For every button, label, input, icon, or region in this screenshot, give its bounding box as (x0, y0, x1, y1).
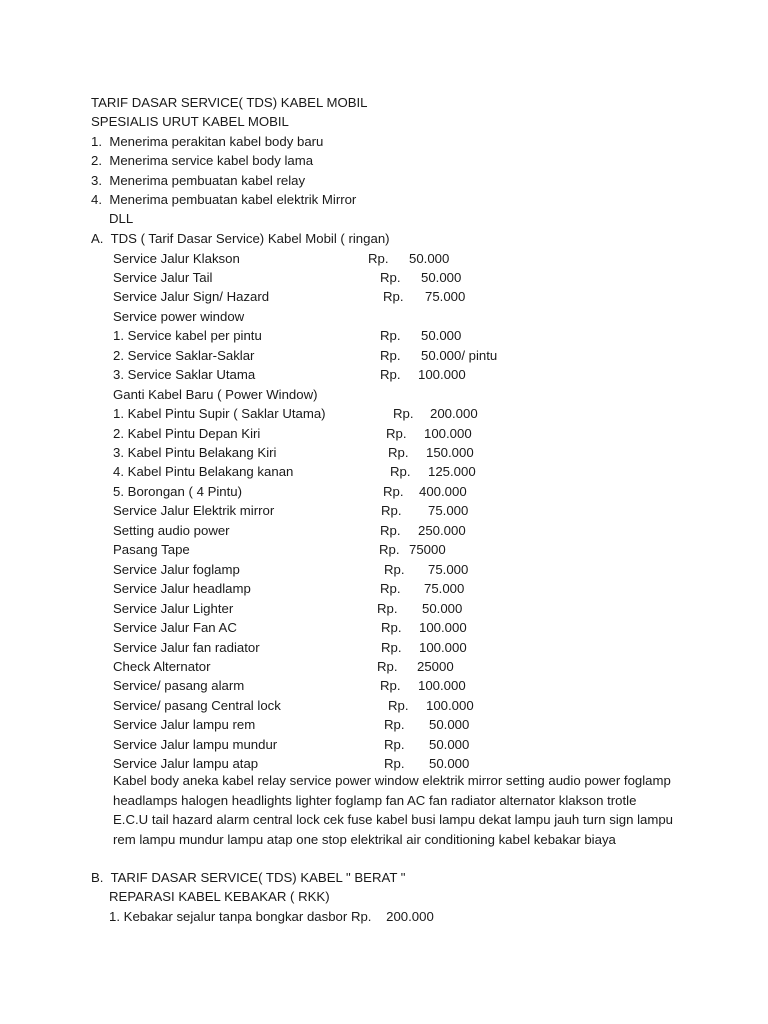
price-item-rp: Rp. (379, 542, 400, 558)
price-item-name: Service Jalur Klakson (113, 250, 240, 266)
price-item-value: 50.000 (422, 600, 463, 616)
document-subtitle: SPESIALIS URUT KABEL MOBIL (91, 114, 289, 129)
price-item-name: Service Jalur Sign/ Hazard (113, 289, 270, 305)
price-item-name: 2. Kabel Pintu Depan Kiri (113, 425, 261, 441)
list-number: 1. (91, 134, 102, 149)
price-item-name: Setting audio power (113, 522, 230, 538)
price-item-name: 2. Service Saklar-Saklar (113, 347, 255, 363)
price-item-name: 1. Service kabel per pintu (113, 328, 262, 344)
price-item-name: Service Jalur Fan AC (113, 620, 237, 636)
price-item-rp: Rp. (384, 756, 405, 772)
price-item-value: 75.000 (425, 289, 466, 305)
list-text: Menerima perakitan kabel body baru (109, 134, 324, 149)
price-item-name: Service Jalur Elektrik mirror (113, 503, 275, 519)
price-item-rp: Rp. (388, 445, 409, 460)
price-item-name: 5. Borongan ( 4 Pintu) (113, 483, 243, 499)
price-item-name: Service Jalur Lighter (113, 600, 234, 616)
price-item-value: 50.000 (421, 328, 462, 344)
price-item-rp: Rp. (380, 347, 401, 363)
price-item-rp: Rp. (380, 581, 401, 597)
price-item-value: 50.000 (429, 736, 470, 752)
price-item-value: 25000 (417, 658, 454, 674)
price-item-rp: Rp. (393, 406, 414, 422)
price-item-name: 4. Kabel Pintu Belakang kanan (113, 464, 294, 480)
price-item-rp: Rp. (381, 620, 402, 636)
price-item-value: 100.000 (418, 678, 466, 694)
price-item-rp: Rp. (380, 522, 401, 538)
item-name: 1. Kebakar sejalur tanpa bongkar dasbor (109, 909, 348, 924)
list-text: Menerima pembuatan kabel elektrik Mirror (109, 192, 357, 207)
section-b-item (109, 907, 434, 927)
intro-list-item (91, 132, 323, 152)
intro-list-item (91, 190, 356, 210)
section-a-heading (91, 229, 390, 249)
price-item-name: 3. Service Saklar Utama (113, 367, 256, 383)
price-item-value: 100.000 (426, 697, 474, 713)
price-item-rp: Rp. (384, 736, 405, 752)
price-item-value: 100.000 (419, 639, 467, 655)
price-item-rp: Rp. (380, 367, 401, 383)
intro-list-item (91, 151, 313, 171)
price-item-rp: Rp. (390, 464, 411, 480)
price-item-name: Pasang Tape (113, 542, 190, 558)
price-item-value: 50.000 (429, 756, 470, 772)
price-item-value: 75.000 (424, 581, 465, 597)
price-item-rp: Rp. (388, 697, 409, 713)
price-item-value: 75.000 (428, 561, 469, 577)
price-item-name: Service Jalur lampu mundur (113, 736, 278, 752)
price-item-rp: Rp. (383, 289, 404, 305)
price-item-value: 125.000 (428, 464, 476, 480)
price-item-name: Check Alternator (113, 658, 211, 674)
price-item-value: 100.000 (424, 425, 472, 441)
price-item-value: 75.000 (428, 503, 469, 519)
section-b-subtitle: REPARASI KABEL KEBAKAR ( RKK) (109, 889, 330, 904)
price-item-rp: Rp. (380, 328, 401, 344)
price-item-name: Service Jalur headlamp (113, 581, 251, 597)
price-item-rp: Rp. (383, 483, 404, 499)
price-item-value: 50.000 (409, 250, 450, 266)
price-item-value: 50.000/ pintu (421, 347, 498, 363)
section-title: TARIF DASAR SERVICE( TDS) KABEL " BERAT " (110, 870, 406, 885)
price-item-name: Service Jalur fan radiator (113, 639, 260, 655)
price-item-value: 75000 (409, 542, 446, 558)
section-letter: A. (91, 231, 104, 246)
price-item-name: 1. Kabel Pintu Supir ( Saklar Utama) (113, 406, 326, 422)
list-text: Menerima pembuatan kabel relay (109, 173, 306, 188)
price-item-rp: Rp. (386, 425, 407, 441)
price-item-value: 150.000 (426, 445, 474, 460)
intro-list-item (91, 171, 305, 191)
section-b-heading (91, 868, 405, 888)
price-item-value: 200.000 (430, 406, 478, 422)
price-item-name: Service Jalur foglamp (113, 561, 240, 577)
price-item-rp: Rp. (384, 717, 405, 733)
price-item-value: 250.000 (418, 522, 466, 538)
dll-label: DLL (109, 211, 134, 226)
price-item-rp: Rp. (377, 600, 398, 616)
item-rp: Rp. (350, 909, 372, 924)
section-letter: B. (91, 870, 104, 885)
price-item-rp: Rp. (380, 678, 401, 694)
price-item-rp: Rp. (368, 250, 389, 266)
price-item-name: Service/ pasang Central lock (113, 697, 281, 713)
list-number: 3. (91, 173, 102, 188)
price-item-name: Service Jalur lampu atap (113, 756, 259, 772)
list-number: 2. (91, 153, 102, 168)
price-item-name: Service Jalur Tail (113, 269, 213, 285)
price-item-name: Service/ pasang alarm (113, 678, 245, 694)
price-item-value: 100.000 (418, 367, 466, 383)
price-item-rp: Rp. (384, 561, 405, 577)
price-item-name: Ganti Kabel Baru ( Power Window) (113, 386, 318, 402)
price-item-rp: Rp. (381, 639, 402, 655)
price-item-rp: Rp. (381, 503, 402, 519)
price-item-value: 400.000 (419, 483, 467, 499)
price-item-name: Service Jalur lampu rem (113, 717, 256, 733)
section-title: TDS ( Tarif Dasar Service) Kabel Mobil ( ringan) (110, 231, 390, 246)
list-number: 4. (91, 192, 102, 207)
price-item-name: Service power window (113, 308, 245, 324)
price-item-value: 50.000 (429, 717, 470, 733)
document-title: TARIF DASAR SERVICE( TDS) KABEL MOBIL (91, 95, 368, 110)
price-item-value: 50.000 (421, 269, 462, 285)
section-a-paragraph: Kabel body aneka kabel relay service power window elektrik mirror setting audio power foglamp headlamps halogen headlights lighter foglamp fan AC fan radiator alternator klakson trotle E.C.U tail hazard alarm central lock cek fuse kabel busi lampu dekat lampu jauh turn sign lampu rem lampu mundur lampu atap one stop elektrikal air conditioning kabel kebakar biaya (113, 773, 674, 847)
price-item-rp: Rp. (377, 658, 398, 674)
price-item-value: 100.000 (419, 620, 467, 636)
price-item-rp: Rp. (380, 269, 401, 285)
list-text: Menerima service kabel body lama (109, 153, 314, 168)
price-item-name: 3. Kabel Pintu Belakang Kiri (113, 445, 277, 460)
item-price: 200.000 (386, 909, 434, 924)
